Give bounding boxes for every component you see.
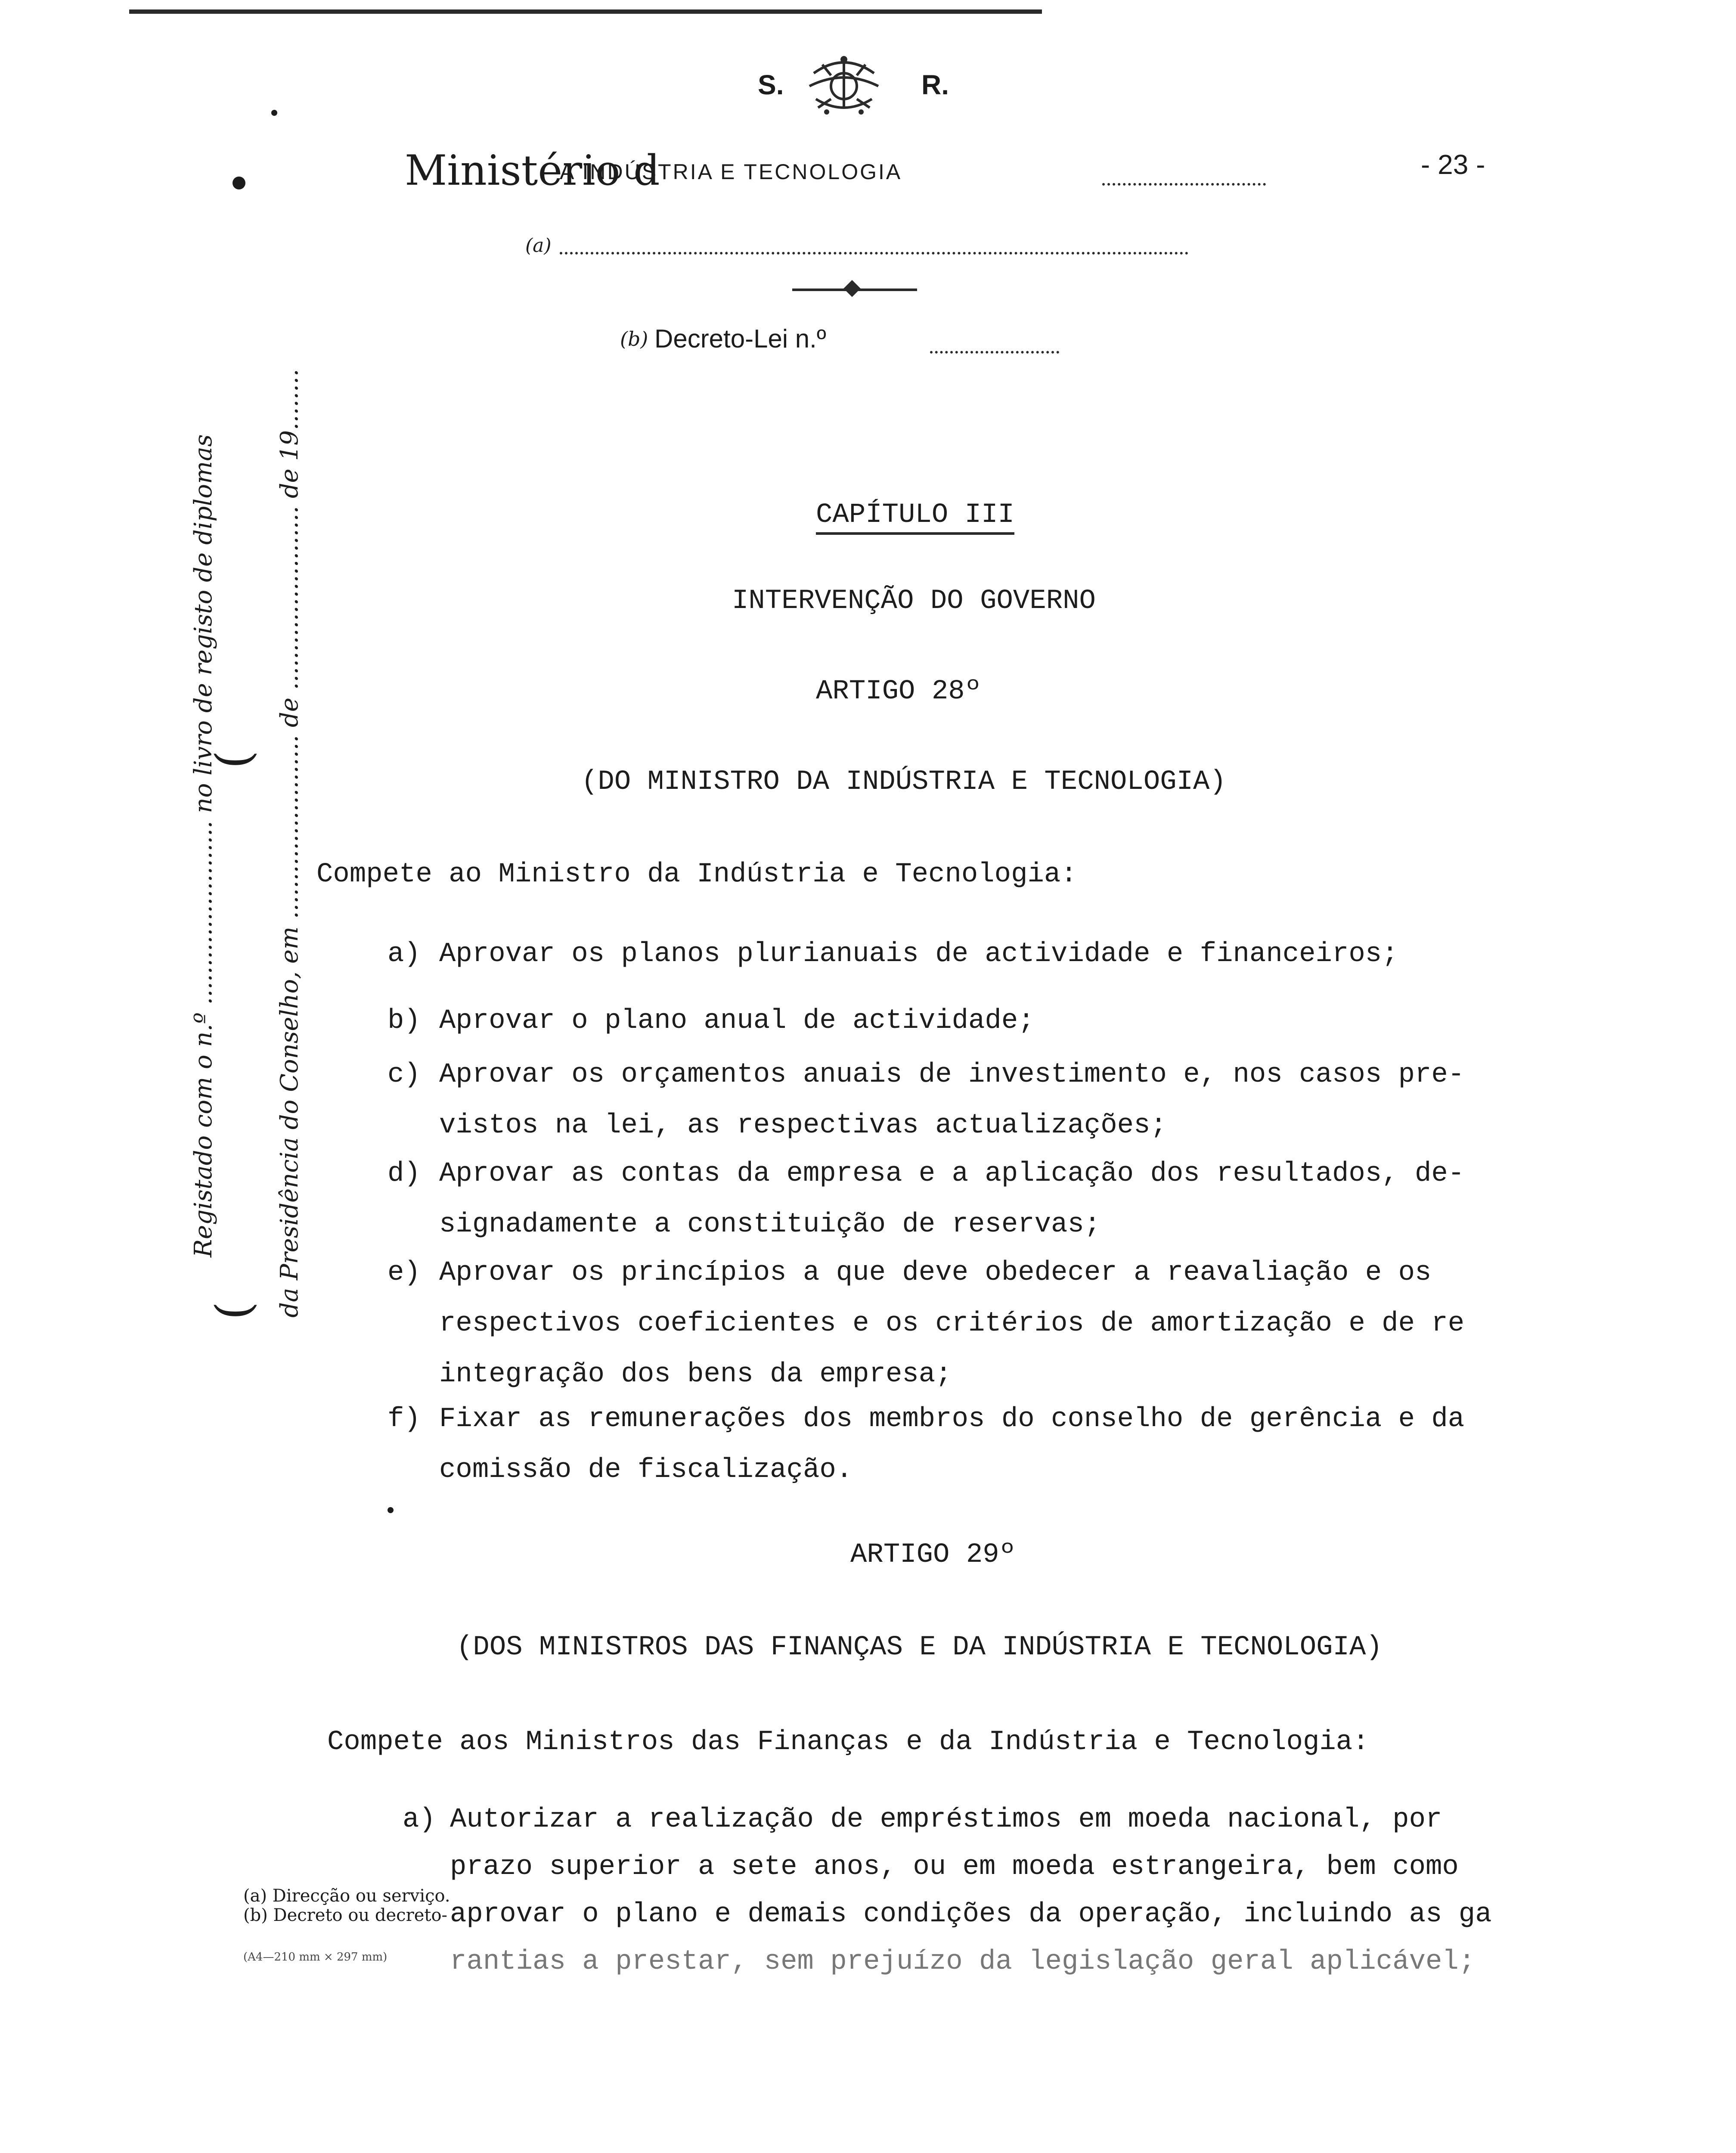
article-28-intro: Compete ao Ministro da Indústria e Tecnologia: — [316, 859, 1077, 890]
top-rule — [129, 9, 1042, 14]
article29-item-line: aprovar o plano e demais condições da operação, incluindo as ga — [450, 1899, 1492, 1930]
form-code: (A4—210 mm × 297 mm) — [243, 1951, 388, 1964]
ministry-dotted-line — [1102, 183, 1266, 186]
article28-item-label: c) — [388, 1059, 421, 1090]
article28-item-label: f) — [388, 1404, 421, 1435]
article28-item-line: comissão de fiscalização. — [439, 1455, 853, 1486]
article29-item-line: prazo superior a sete anos, ou em moeda estrangeira, bem como — [450, 1852, 1459, 1883]
article28-item-label: b) — [388, 1005, 421, 1036]
article-29-heading: (DOS MINISTROS DAS FINANÇAS E DA INDÚSTRIA E TECNOLOGIA) — [456, 1632, 1383, 1663]
article28-item-line: Aprovar os planos plurianuais de actividade e financeiros; — [439, 939, 1398, 970]
field-a-dotted-line — [560, 252, 1188, 254]
margin-brace-top: ( — [205, 750, 261, 769]
chapter-title-text: CAPÍTULO III — [816, 499, 1014, 535]
article-29-title: ARTIGO 29º — [850, 1539, 1016, 1570]
article28-item-line: Aprovar as contas da empresa e a aplicação dos resultados, de- — [439, 1158, 1465, 1189]
article28-item-line: respectivos coeficientes e os critérios de amortização e de re — [439, 1308, 1465, 1339]
punch-mark — [271, 110, 277, 116]
divider-diamond-icon — [843, 280, 861, 297]
article28-item-label: e) — [388, 1257, 421, 1288]
article28-item-line: Aprovar os princípios a que deve obedecer a reavaliação e os — [439, 1257, 1432, 1288]
footnote-b: (b) Decreto ou decreto- — [243, 1905, 448, 1925]
article29-item-line: Autorizar a realização de empréstimos em moeda nacional, por — [450, 1804, 1442, 1835]
article28-item-line: vistos na lei, as respectivas actualizações; — [439, 1110, 1167, 1141]
decreto-dotted-line — [930, 351, 1059, 354]
article-28-heading: (DO MINISTRO DA INDÚSTRIA E TECNOLOGIA) — [581, 766, 1226, 797]
article28-item-line: integração dos bens da empresa; — [439, 1359, 952, 1390]
margin-presidencia-text: da Presidência do Conselho, em ........................ de ........................ de 19........ — [276, 369, 304, 1318]
chapter-title — [816, 499, 1014, 530]
footnote-a: (a) Direcção ou serviço. — [243, 1886, 450, 1906]
article-28-title: ARTIGO 28º — [816, 676, 982, 707]
field-b-marker: (b) — [620, 327, 648, 351]
article29-item-line: rantias a prestar, sem prejuízo da legislação geral aplicável; — [450, 1946, 1476, 1977]
margin-brace-bottom: ( — [205, 1301, 261, 1320]
article28-item-label: a) — [388, 939, 421, 970]
punch-mark — [232, 177, 245, 189]
chapter-subtitle: INTERVENÇÃO DO GOVERNO — [732, 586, 1096, 617]
stray-mark — [388, 1507, 394, 1513]
coat-of-arms-seal-icon — [797, 52, 891, 121]
article28-item-line: Fixar as remunerações dos membros do conselho de gerência e da — [439, 1404, 1465, 1435]
margin-registo-text: Registado com o n.º ........................ no livro de registo de diplomas — [189, 434, 217, 1257]
decreto-lei-label: Decreto-Lei n.º — [654, 324, 826, 353]
ministry-label: Ministério d — [405, 146, 660, 195]
field-a-marker: (a) — [525, 235, 552, 257]
article28-item-line: Aprovar os orçamentos anuais de investimento e, nos casos pre- — [439, 1059, 1465, 1090]
article29-item-label: a) — [403, 1804, 436, 1835]
page-number: - 23 - — [1421, 149, 1485, 180]
ministry-name: A INDÚSTRIA E TECNOLOGIA — [560, 160, 902, 184]
article28-item-line: signadamente a constituição de reservas; — [439, 1209, 1101, 1240]
header-letter-r: R. — [921, 69, 949, 100]
article28-item-line: Aprovar o plano anual de actividade; — [439, 1005, 1035, 1036]
article28-item-label: d) — [388, 1158, 421, 1189]
article-29-intro: Compete aos Ministros das Finanças e da Indústria e Tecnologia: — [327, 1727, 1369, 1758]
header-letter-s: S. — [758, 69, 784, 100]
